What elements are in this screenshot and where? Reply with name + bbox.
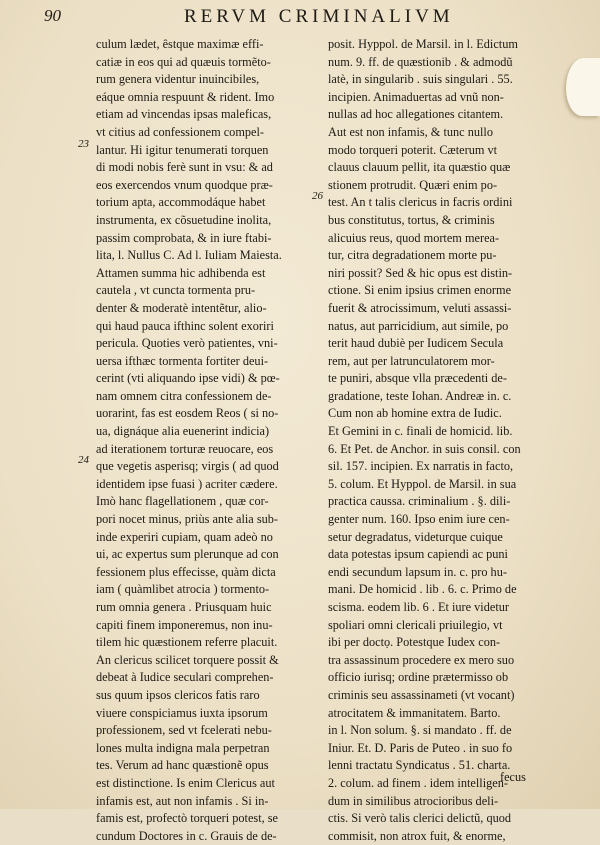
text-line: pericula. Quoties verò patientes, vni- [96,336,278,351]
text-line: fuerit & atrocissimum, veluti assassi- [328,300,512,315]
text-line: ua, dignáque alia euenerint indicia) [96,424,270,439]
text-line: test. An t talis clericus in facris ordini [328,195,513,210]
text-line: tes. Verum ad hanc quæstionẽ opus [96,758,269,773]
text-line: gradatione, teste Iohan. Andreæ in. c. [328,388,512,403]
text-line: denter & moderatè intentẽtur, alio- [96,300,267,315]
text-line: endi secundum lapsum in. c. pro hu- [328,564,507,579]
text-line: famis est, profectò torqueri potest, se [96,811,279,826]
text-line: Et Gemini in c. finali de homicid. lib. [328,424,513,439]
text-line: 2. colum. ad finem . idem intelligen- [328,775,508,790]
text-line: nam omnem citra confessionem de- [96,388,272,403]
text-line: ctione. Si enim ipsius crimen enorme [328,283,512,298]
text-line: lita, l. Nullus C. Ad l. Iuliam Maiesta. [96,248,282,263]
text-line: inde experiri cupiam, quam adeò no [96,529,273,544]
text-line: 5. colum. Et Hyppol. de Marsil. in sua [328,476,517,491]
text-line: lones multa indigna mala perpetran [96,740,270,755]
text-line: bus constitutus, tortus, & criminis [328,212,495,227]
text-line: lantur. Hi igitur tenumerati torquen [96,142,269,157]
text-line: vt citius ad confessionem compel- [96,124,265,139]
text-line: culum lædet, êstque maximæ effi- [96,37,264,51]
text-line: scisma. eodem lib. 6 . Et iure videtur [328,600,509,614]
text-line: num. 9. ff. de quæstionib . & admodũ [328,54,513,69]
page-header [44,6,570,30]
text-line: Attamen summa hic adhibenda est [96,265,266,280]
text-line: identidem ipse fuasi ) acriter cædere. [96,476,278,491]
text-line: torium apta, accommodáque habet [96,195,266,210]
text-line: instrumenta, ex cõsuetudine inolita, [96,212,272,227]
text-line: etiam ad vincendas ipsas maleficas, [96,107,272,122]
text-line: cautela , vt cuncta tormenta pru- [96,283,256,298]
running-title: RERVM CRIMINALIVM [184,6,454,27]
text-line: alicuius reus, quod mortem merea- [328,230,500,245]
text-line: Imò hanc flagellationem , quæ cor- [96,494,269,509]
text-line: clauus clauum pellit, ita quæstio quæ [328,160,511,175]
text-line: tur, citra degradationem morte pu- [328,248,497,263]
text-line: dum in similibus atrocioribus deli- [328,793,499,808]
text-line: fessionem plus effecisse, quàm dicta [96,564,276,579]
text-line: Iniur. Et. D. Paris de Puteo . in suo fo [328,740,513,755]
text-line: natus, aut parricidium, aut simile, po [328,318,509,333]
text-line: rem, aut per latrunculatorem mor- [328,353,495,368]
text-line: te puniri, absque vlla præcedenti de- [328,371,507,386]
text-line: 6. Et Pet. de Anchor. in suis consil. con [328,441,521,456]
text-line: tilem hic quæstionem referre placuit. [96,635,278,650]
text-line: di modi nobis ferè sunt in vsu: & ad [96,160,273,175]
text-line: sil. 157. incipien. Ex narratis in facto, [328,459,514,474]
text-line: est distinctione. Is enim Clericus aut [96,775,275,790]
text-line: incipien. Animaduertas ad vnũ non- [328,89,504,104]
text-line: practica caussa. criminalium . §. dili- [328,494,511,509]
text-line: lenni tractatu Syndicatus . 51. charta. [328,758,511,773]
left-text-column [96,36,314,845]
text-line: ad iterationem torturæ reuocare, eos [96,441,274,456]
catchword: fecus [500,770,526,784]
text-line: tra assassinum procedere ex mero suo [328,652,515,667]
text-line: que vegetis asperisq; virgis ( ad quod [96,459,279,474]
text-line: capiti finem imponeremus, non inu- [96,617,273,632]
text-line: setur degradatus, videturque cuique [328,529,503,544]
text-line: eáque omnia respuunt & rident. Imo [96,89,275,104]
text-line: commisit, non atrox fuit, & enorme, [328,828,506,843]
text-line: sus quum ipsos clericos fatis raro [96,687,260,702]
text-line: data potestas ipsum capiendi ac puni [328,547,508,562]
text-line: posit. Hyppol. de Marsil. in l. Edictum [328,37,518,51]
text-line: professionem, sed vt fcelerati nebu- [96,723,272,738]
text-line: viuere conspiciamus iuxta ipsorum [96,705,268,720]
text-line: rum omnia genera . Priusquam huic [96,600,272,614]
text-line: stionem protrudit. Quæri enim po- [328,177,498,192]
text-line: officio iurisq; ordine prætermisso ob [328,670,509,685]
text-line: ibi per doctọ. Potestque Iudex con- [328,635,501,650]
text-line: eos exercendos vnum quodque præ- [96,177,273,192]
text-line: An clericus scilicet torquere possit & [96,652,279,667]
text-line: mani. De homicid . lib . 6. c. Primo de [328,582,517,597]
right-text-column [328,36,560,845]
text-line: in l. Non solum. §. si mandato . ff. de [328,723,512,738]
text-line: latè, in singularib . suis singulari . 55. [328,72,513,87]
text-line: iam ( quàmlibet atrocia ) tormento- [96,582,270,597]
marginal-number: 23 [78,138,89,150]
text-line: debeat à Iudice seculari comprehen- [96,670,274,685]
text-line: catiæ in eos qui ad quæuis tormẽto- [96,54,271,69]
text-line: modo torqueri poterit. Cæterum vt [328,142,498,157]
text-line: nullas ad hoc allegationes citantem. [328,107,504,122]
text-line: ctis. Si verò talis clerici delictũ, quod [328,811,512,826]
text-line: ui, ac expertus sum plerunque ad con [96,547,279,562]
text-line: pori nocet minus, priùs ante alia sub- [96,512,279,527]
text-line: passim comprobata, & in iure ftabi- [96,230,272,245]
page-number: 90 [44,6,61,25]
text-line: qui haud pauca ifthinc solent exoriri [96,318,274,333]
marginal-number: 24 [78,454,89,466]
text-line: Cum non ab homine extra de Iudic. [328,406,502,421]
text-line: infamis est, aut non infamis . Si in- [96,793,269,808]
text-line: rum genera videntur inuincibiles, [96,72,260,87]
text-line: Aut est non infamis, & tunc nullo [328,124,493,139]
text-line: uorarint, fas est eosdem Reos ( si no- [96,406,279,421]
text-line: criminis seu assassinameti (vt vocant) [328,687,515,702]
text-line: terit haud dubiè per Iudicem Secula [328,336,504,351]
text-line: uersa ifthæc tormenta fortiter deui- [96,353,269,368]
text-line: cundum Doctores in c. Grauis de de- [96,828,277,843]
marginal-number: 26 [312,190,323,202]
text-line: spoliari omni clericali priuilegio, vt [328,617,503,632]
torn-paper-corner [566,58,600,116]
text-line: cerint (vti aliquando ipse vidi) & pœ- [96,371,280,386]
text-line: atrocitatem & immanitatem. Barto. [328,705,501,720]
text-line: niri possit? Sed & hic opus est distin- [328,265,513,280]
text-line: genter num. 160. Ipso enim iure cen- [328,512,510,527]
